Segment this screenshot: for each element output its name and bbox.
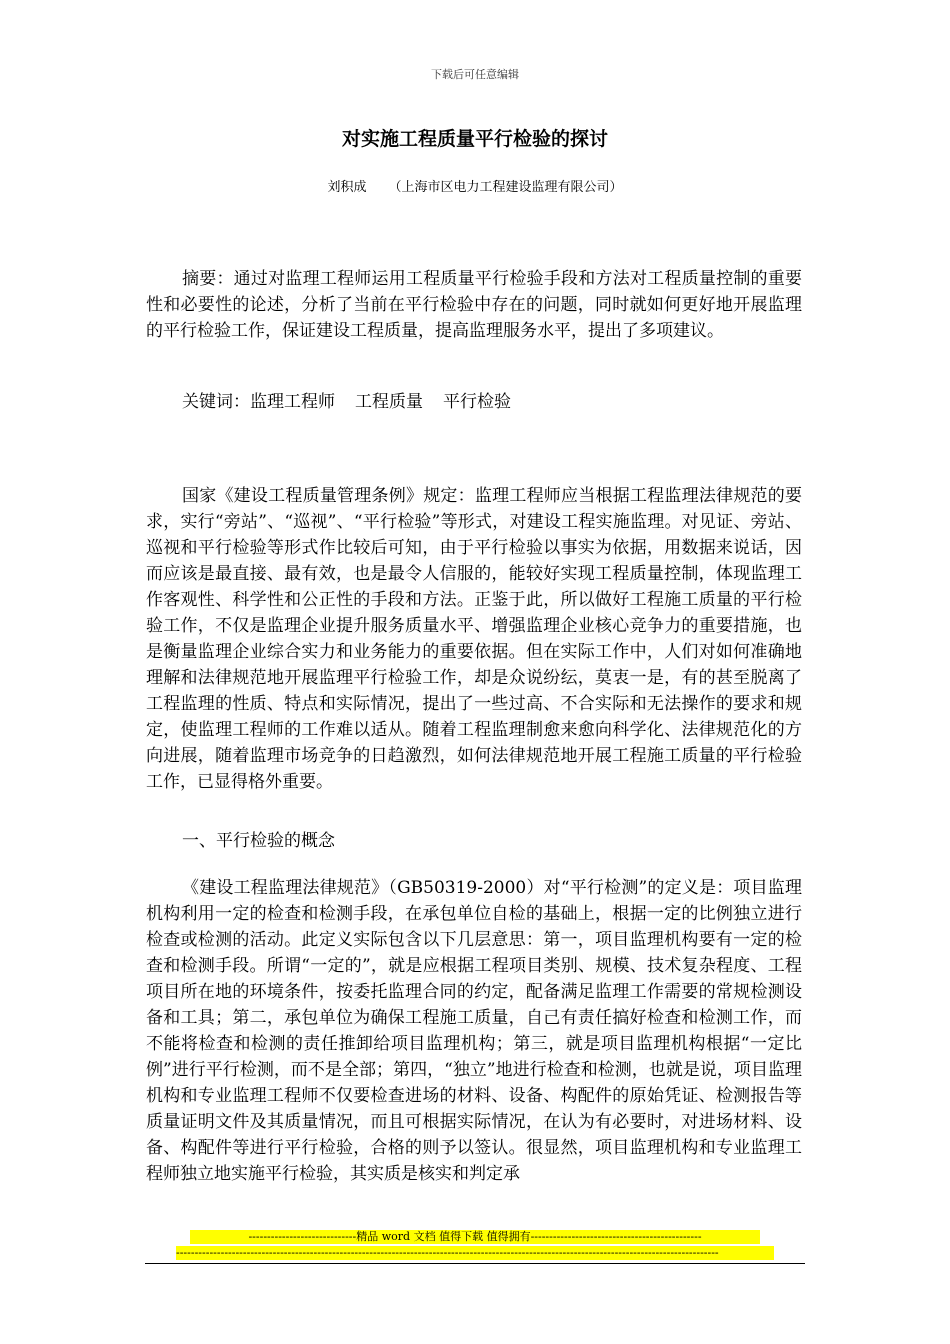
keywords-label: 关键词： <box>182 392 250 412</box>
intro-paragraph: 国家《建设工程质量管理条例》规定：监理工程师应当根据工程监理法律规范的要求，实行“旁站”、“巡视”、“平行检验”等形式，对建设工程实施监理。对见证、旁站、巡视和平行检验等形式作比较后可知，由于平行检验以事实为依据，用数据来说话，因而应该是最直接、最有效，也是最令人信服的，能较好实现工程质量控制，体现监理工作客观性、科学性和公正性的手段和方法。正鉴于此，所以做好工程施工质量的平行检验工作，不仅是监理企业提升服务质量水平、增强监理企业核心竞争力的重要措施，也是衡量监理企业综合实力和业务能力的重要依据。但在实际工作中，人们对如何准确地理解和法律规范地开展监理平行检验工作，却是众说纷纭，莫衷一是，有的甚至脱离了工程监理的性质、特点和实际情况，提出了一些过高、不合实际和无法操作的要求和规定，使监理工程师的工作难以适从。随着工程监理制愈来愈向科学化、法律规范化的方向进展，随着监理市场竞争的日趋激烈，如何法律规范地开展工程施工质量的平行检验工作，已显得格外重要。 <box>146 486 802 792</box>
author-name: 刘积成 <box>327 180 367 195</box>
keyword-item: 平行检验 <box>443 392 511 412</box>
abstract-paragraph: 摘要：通过对监理工程师运用工程质量平行检验手段和方法对工程质量控制的重要性和必要性的论述，分析了当前在平行检验中存在的问题，同时就如何更好地开展监理的平行检验工作，保证建设工程质量，提高监理服务水平，提出了多项建议。 <box>146 269 802 341</box>
author-line <box>0 176 950 195</box>
section-body-paragraph: 《建设工程监理法律规范》（GB50319-2000）对“平行检测”的定义是：项目监理机构利用一定的检查和检测手段，在承包单位自检的基础上，根据一定的比例独立进行检查或检测的活动。此定义实际包含以下几层意思：第一，项目监理机构要有一定的检查和检测手段。所谓“一定的”，就是应根据工程项目类别、规模、技术复杂程度、工程项目所在地的环境条件，按委托监理合同的约定，配备满足监理工作需要的常规检测设备和工具；第二，承包单位为确保工程施工质量，自己有责任搞好检查和检测工作，而不能将检查和检测的责任推卸给项目监理机构；第三，就是项目监理机构根据“一定比例”进行平行检测，而不是全部；第四，“独立”地进行检查和检测，也就是说，项目监理机构和专业监理工程师不仅要检查进场的材料、设备、构配件的原始凭证、检测报告等质量证明文件及其质量情况，而且可根据实际情况，在认为有必要时，对进场材料、设备、构配件等进行平行检验，合格的则予以签认。很显然，项目监理机构和专业监理工程师独立地实施平行检验，其实质是核实和判定承 <box>146 878 802 1184</box>
header-note: 下载后可任意编辑 <box>431 68 519 81</box>
footer-rule <box>145 1263 805 1264</box>
section-heading: 一、平行检验的概念 <box>182 831 335 851</box>
keyword-item: 工程质量 <box>355 392 423 412</box>
footer-dashes-line: -------------------------------------------------------------------------------------------------------------------------------------------------- <box>176 1246 774 1260</box>
document-title: 对实施工程质量平行检验的探讨 <box>341 128 608 150</box>
footer-banner-line: -----------------------------精品 word 文档 值得下载 值得拥有---------------------------------------------- <box>190 1230 760 1244</box>
keywords-line <box>146 389 802 415</box>
author-affiliation: （上海市区电力工程建设监理有限公司） <box>388 180 623 195</box>
keyword-item: 监理工程师 <box>250 392 335 412</box>
